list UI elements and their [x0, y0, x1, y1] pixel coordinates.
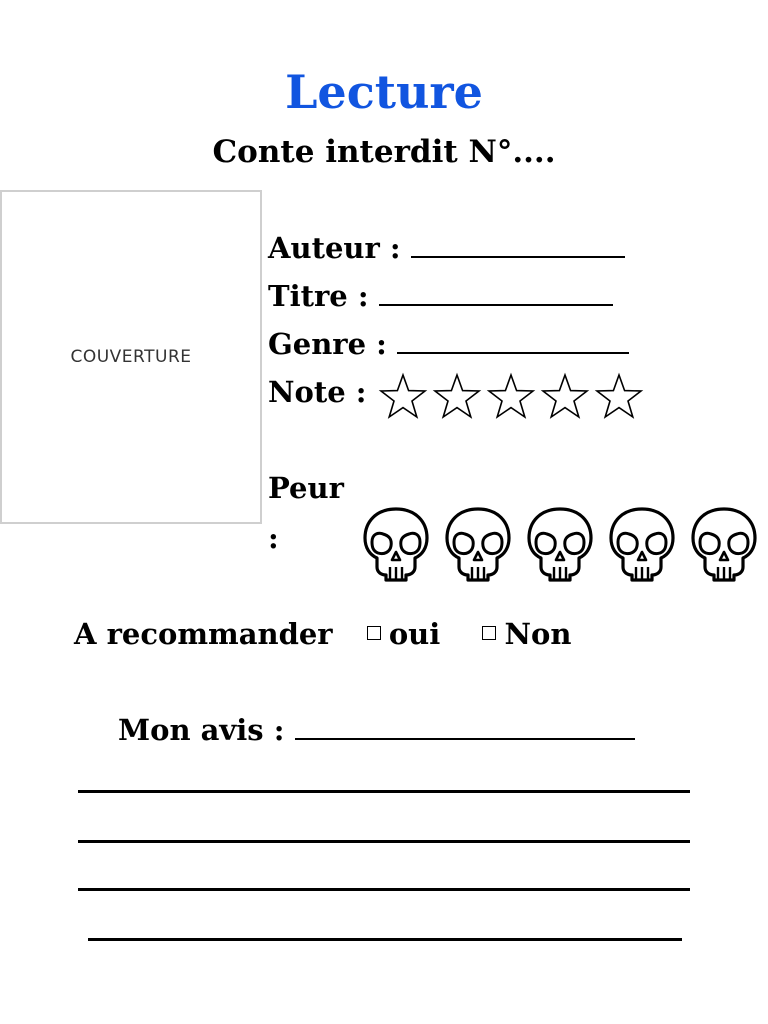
star-outline-icon[interactable] — [486, 372, 536, 420]
fear-label-line2: : — [268, 521, 279, 555]
opinion-field — [118, 710, 635, 750]
page-subtitle: Conte interdit N°.... — [212, 134, 556, 170]
opinion-writing-line-4[interactable] — [88, 938, 682, 941]
author-input-line[interactable] — [411, 256, 625, 258]
opinion-input-line[interactable] — [295, 738, 635, 740]
star-rating[interactable] — [378, 372, 646, 420]
author-field — [268, 228, 625, 268]
genre-label: Genre : — [268, 327, 387, 361]
star-outline-icon[interactable] — [540, 372, 590, 420]
opinion-label: Mon avis : — [118, 713, 285, 747]
recommend-row — [74, 614, 571, 654]
fear-label-line1: Peur — [268, 471, 344, 505]
recommend-no-label: Non — [504, 617, 572, 651]
recommend-yes-label: oui — [388, 617, 441, 651]
cover-label: COUVERTURE — [70, 347, 192, 367]
recommend-label: A recommander — [74, 617, 333, 651]
recommend-no-checkbox[interactable] — [482, 626, 496, 640]
title-field — [268, 276, 613, 316]
author-label: Auteur : — [268, 231, 401, 265]
opinion-writing-line-1[interactable] — [78, 790, 690, 793]
skull-icon[interactable] — [526, 506, 594, 582]
note-label: Note : — [268, 375, 367, 409]
opinion-writing-line-2[interactable] — [78, 840, 690, 843]
fear-rating[interactable] — [362, 506, 758, 586]
title-input-line[interactable] — [379, 304, 613, 306]
skull-icon[interactable] — [690, 506, 758, 582]
skull-icon[interactable] — [608, 506, 676, 582]
star-outline-icon[interactable] — [594, 372, 644, 420]
skull-icon[interactable] — [444, 506, 512, 582]
cover-placeholder[interactable] — [0, 190, 262, 524]
genre-field — [268, 324, 629, 364]
title-label: Titre : — [268, 279, 369, 313]
star-outline-icon[interactable] — [378, 372, 428, 420]
recommend-yes-checkbox[interactable] — [367, 626, 381, 640]
genre-input-line[interactable] — [397, 352, 629, 354]
opinion-writing-line-3[interactable] — [78, 888, 690, 891]
page-title: Lecture — [285, 65, 483, 119]
star-outline-icon[interactable] — [432, 372, 482, 420]
skull-icon[interactable] — [362, 506, 430, 582]
